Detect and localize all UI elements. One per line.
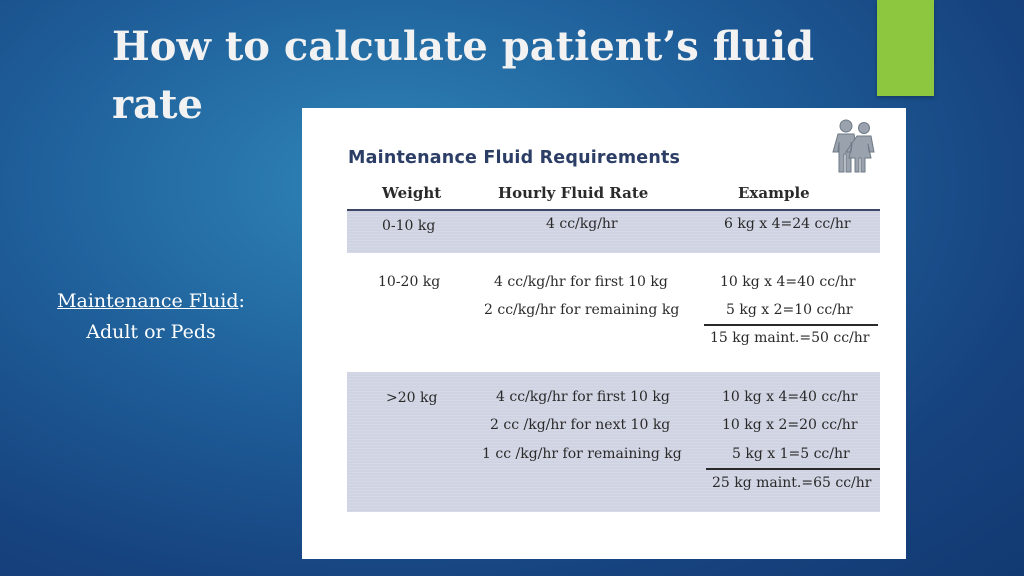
slide-title: How to calculate patient’s fluid rate [112,23,815,128]
row3-rate-3: 1 cc /kg/hr for remaining kg [482,446,682,462]
row2-rate-1: 4 cc/kg/hr for first 10 kg [494,274,668,290]
caption-link[interactable]: Maintenance Fluid [57,290,239,312]
row2-total: 15 kg maint.=50 cc/hr [710,330,870,346]
row1-example: 6 kg x 4=24 cc/hr [724,216,851,232]
row3-rate-1: 4 cc/kg/hr for first 10 kg [496,389,670,405]
row2-example-1: 10 kg x 4=40 cc/hr [720,274,856,290]
row2-weight: 10-20 kg [378,274,441,290]
row3-sum-rule [706,468,880,470]
row3-example-1: 10 kg x 4=40 cc/hr [722,389,858,405]
row3-example-2: 10 kg x 2=20 cc/hr [722,417,858,433]
row2-rate-2: 2 cc/kg/hr for remaining kg [484,302,680,318]
header-weight: Weight [382,184,442,202]
row1-weight: 0-10 kg [382,218,436,234]
caption-subtitle: Adult or Peds [86,321,216,343]
caption-colon: : [238,290,245,312]
header-example: Example [738,184,810,202]
row2-example-2: 5 kg x 2=10 cc/hr [726,302,853,318]
row3-total: 25 kg maint.=65 cc/hr [712,475,872,491]
table-title: Maintenance Fluid Requirements [348,148,681,168]
row2-sum-rule [704,324,878,326]
row1-rate: 4 cc/kg/hr [546,216,618,232]
people-icon [826,116,882,176]
accent-bar [877,0,934,96]
row3-weight: >20 kg [386,390,438,406]
row3-rate-2: 2 cc /kg/hr for next 10 kg [490,417,671,433]
side-caption [40,286,262,348]
fluid-table-image [302,108,906,559]
header-rate: Hourly Fluid Rate [498,184,649,202]
row3-example-3: 5 kg x 1=5 cc/hr [732,446,850,462]
